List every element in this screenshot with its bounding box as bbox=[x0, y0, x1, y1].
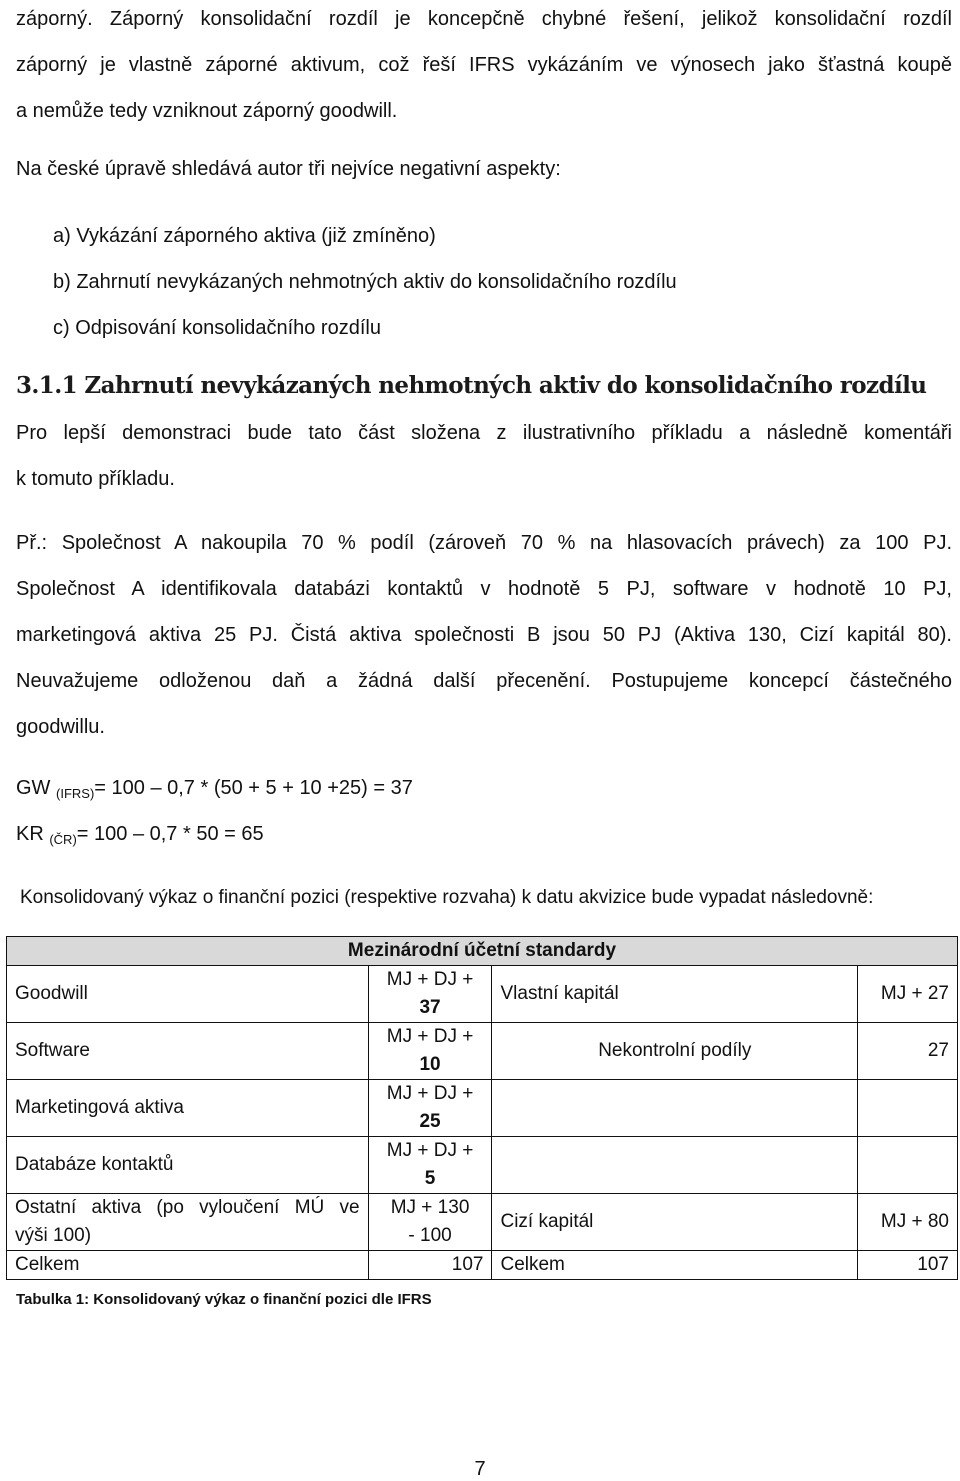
table-header: Mezinárodní účetní standardy bbox=[7, 937, 958, 966]
list-item: b) Zahrnutí nevykázaných nehmotných aktiv do konsolidačního rozdílu bbox=[53, 271, 677, 293]
table-row bbox=[7, 1080, 958, 1137]
table-row bbox=[7, 1137, 958, 1194]
aspects-intro: Na české úpravě shledává autor tři nejvíce negativní aspekty: bbox=[16, 158, 561, 180]
total-liability-value: 107 bbox=[858, 1251, 958, 1280]
asset-value-line-a: MJ + 130 bbox=[390, 1197, 470, 1218]
list-item: c) Odpisování konsolidačního rozdílu bbox=[53, 317, 381, 339]
asset-label: Databáze kontaktů bbox=[7, 1137, 369, 1194]
asset-label-line-b: výši 100) bbox=[15, 1225, 92, 1246]
formula-kr-prefix: KR bbox=[16, 823, 50, 845]
asset-value-line-b: 5 bbox=[424, 1168, 436, 1189]
formula-kr-sub: (ČR) bbox=[49, 832, 77, 847]
asset-value-line-a: MJ + DJ + bbox=[386, 1140, 474, 1161]
example-line-5: goodwillu. bbox=[16, 716, 105, 738]
table-caption: Tabulka 1: Konsolidovaný výkaz o finanční pozici dle IFRS bbox=[16, 1291, 432, 1308]
liability-value bbox=[858, 1080, 958, 1137]
asset-value-line-a: MJ + DJ + bbox=[386, 1026, 474, 1047]
asset-value-line-b: 10 bbox=[419, 1054, 441, 1075]
liability-label: Cizí kapitál bbox=[492, 1194, 858, 1251]
liability-label: Nekontrolní podíly bbox=[492, 1023, 858, 1080]
example-paragraph bbox=[16, 520, 952, 750]
page-number: 7 bbox=[474, 1458, 486, 1480]
formula-gw-rest: = 100 – 0,7 * (50 + 5 + 10 +25) = 37 bbox=[94, 777, 413, 799]
asset-label: Marketingová aktiva bbox=[7, 1080, 369, 1137]
asset-value bbox=[368, 1023, 492, 1080]
intro-line-2: záporný je vlastně záporné aktivum, což řeší IFRS vykázáním ve výnosech jako šťastná koupě bbox=[16, 54, 952, 76]
table-row bbox=[7, 1023, 958, 1080]
formula-kr-rest: = 100 – 0,7 * 50 = 65 bbox=[76, 823, 264, 845]
liability-value: MJ + 80 bbox=[858, 1194, 958, 1251]
asset-label bbox=[7, 1194, 369, 1251]
example-line-4: Neuvažujeme odloženou daň a žádná další přecenění. Postupujeme koncepcí částečného bbox=[16, 670, 952, 692]
asset-value-line-a: MJ + DJ + bbox=[386, 969, 474, 990]
intro-line-1: záporný. Záporný konsolidační rozdíl je koncepčně chybné řešení, jelikož konsolidační rozdíl bbox=[16, 8, 952, 30]
asset-value bbox=[368, 1080, 492, 1137]
asset-value bbox=[368, 966, 492, 1023]
example-line-3: marketingová aktiva 25 PJ. Čistá aktiva společnosti B jsou 50 PJ (Aktiva 130, Cizí kapitál 80). bbox=[16, 624, 952, 646]
example-line-2: Společnost A identifikovala databázi kontaktů v hodnotě 5 PJ, software v hodnotě 10 PJ, bbox=[16, 578, 952, 600]
asset-value-line-b: 25 bbox=[419, 1111, 441, 1132]
asset-value-line-b: - 100 bbox=[408, 1225, 452, 1246]
formula-kr bbox=[16, 823, 264, 847]
section-intro-line-1: Pro lepší demonstraci bude tato část složena z ilustrativního příkladu a následně komentáři bbox=[16, 422, 952, 444]
liability-label bbox=[492, 1080, 858, 1137]
table-header-row bbox=[7, 937, 958, 966]
asset-label: Goodwill bbox=[7, 966, 369, 1023]
liability-value: MJ + 27 bbox=[858, 966, 958, 1023]
table-row bbox=[7, 1194, 958, 1251]
intro-paragraph bbox=[16, 0, 952, 134]
asset-label: Software bbox=[7, 1023, 369, 1080]
liability-value bbox=[858, 1137, 958, 1194]
total-liability-label: Celkem bbox=[492, 1251, 858, 1280]
asset-value bbox=[368, 1194, 492, 1251]
example-line-1: Př.: Společnost A nakoupila 70 % podíl (zároveň 70 % na hlasovacích právech) za 100 PJ. bbox=[16, 532, 952, 554]
table-total-row bbox=[7, 1251, 958, 1280]
section-heading: 3.1.1 Zahrnutí nevykázaných nehmotných aktiv do konsolidačního rozdílu bbox=[16, 372, 927, 399]
formula-gw-sub: (IFRS) bbox=[56, 786, 95, 801]
list-item: a) Vykázání záporného aktiva (již zmíněno) bbox=[53, 225, 436, 247]
intro-line-3: a nemůže tedy vzniknout záporný goodwill. bbox=[16, 100, 398, 122]
asset-value bbox=[368, 1137, 492, 1194]
section-intro bbox=[16, 410, 952, 502]
asset-label-line-a: Ostatní aktiva (po vyloučení MÚ ve bbox=[15, 1197, 360, 1218]
formula-gw bbox=[16, 777, 413, 801]
asset-value-line-a: MJ + DJ + bbox=[386, 1083, 474, 1104]
liability-value: 27 bbox=[858, 1023, 958, 1080]
asset-value-line-b: 37 bbox=[419, 997, 441, 1018]
total-asset-value: 107 bbox=[368, 1251, 492, 1280]
table-intro: Konsolidovaný výkaz o finanční pozici (respektive rozvaha) k datu akvizice bude vypadat následovně: bbox=[20, 887, 874, 908]
balance-sheet-table bbox=[6, 936, 958, 1280]
table-row bbox=[7, 966, 958, 1023]
section-intro-line-2: k tomuto příkladu. bbox=[16, 468, 175, 490]
liability-label bbox=[492, 1137, 858, 1194]
aspects-list bbox=[53, 213, 677, 351]
total-asset-label: Celkem bbox=[7, 1251, 369, 1280]
liability-label: Vlastní kapitál bbox=[492, 966, 858, 1023]
formula-gw-prefix: GW bbox=[16, 777, 56, 799]
